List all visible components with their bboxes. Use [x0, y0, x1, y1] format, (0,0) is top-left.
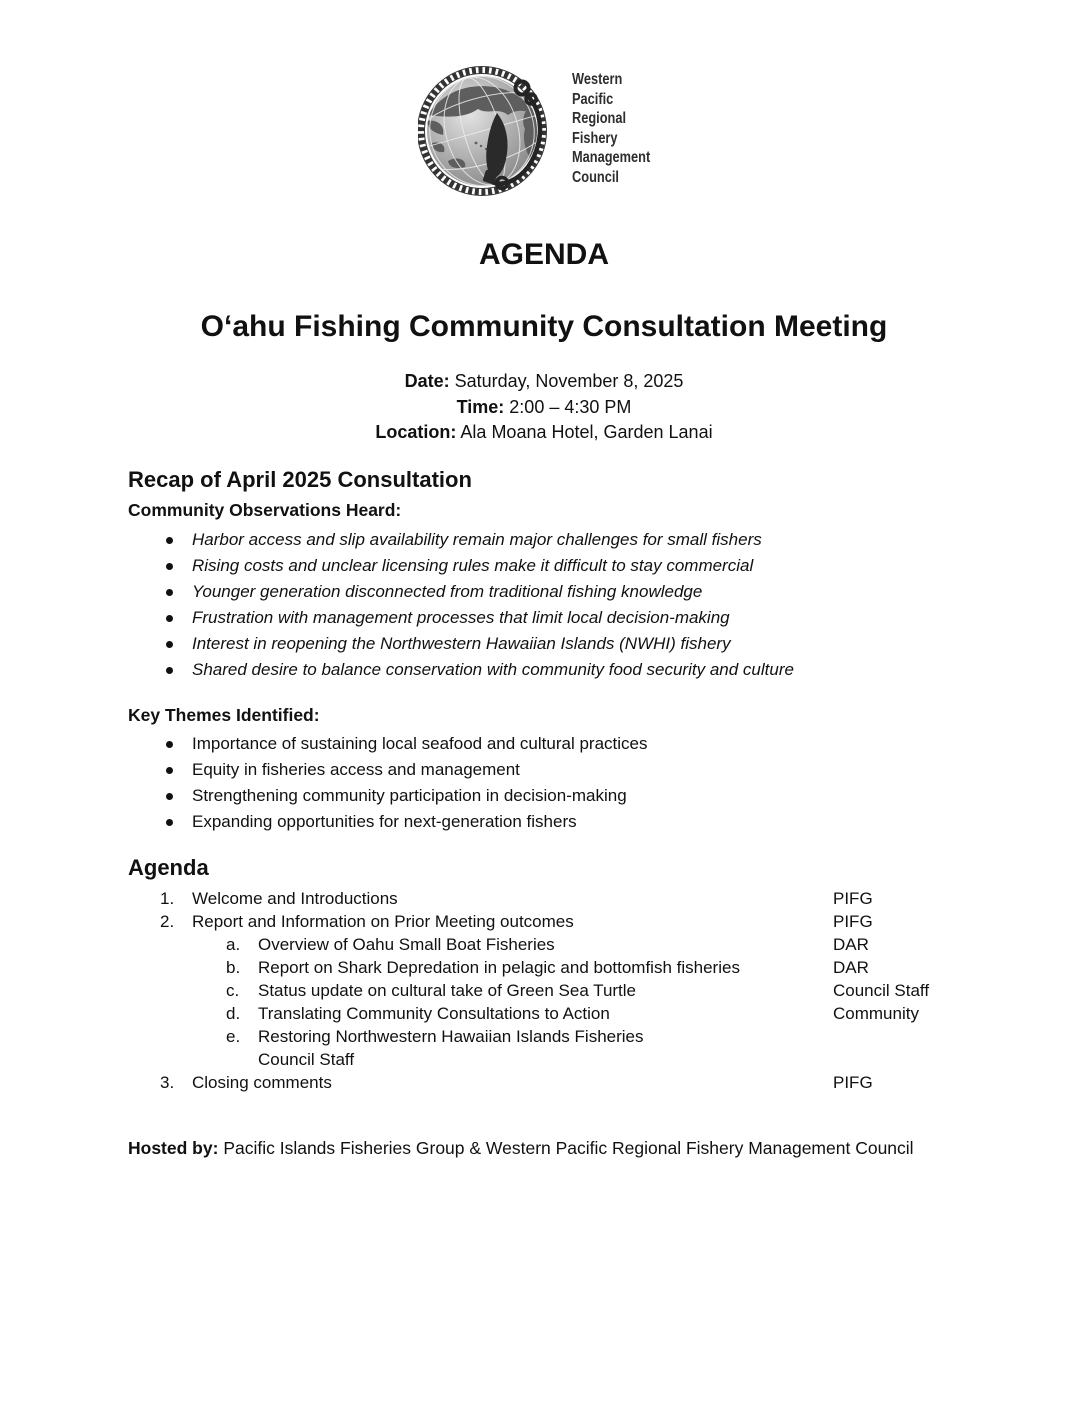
item-presenter: DAR [833, 934, 869, 954]
recap-heading: Recap of April 2025 Consultation [128, 466, 472, 492]
item-marker: a. [226, 934, 241, 954]
agenda-subitem [128, 1025, 960, 1048]
agenda-subitem [128, 933, 960, 956]
logo-org-line: Western [572, 71, 623, 88]
meta-location-label: Location: [375, 422, 457, 442]
item-marker: 2. [160, 911, 175, 931]
logo-org-line: Regional [572, 110, 627, 127]
list-item: Shared desire to balance conservation with community food security and culture [128, 657, 960, 683]
list-item: Rising costs and unclear licensing rules make it difficult to stay commercial [128, 553, 960, 579]
item-presenter: PIFG [833, 888, 873, 908]
item-marker: 3. [160, 1072, 175, 1092]
item-marker: e. [226, 1026, 241, 1046]
meta-date [128, 369, 960, 395]
logo-org-line: Council [572, 168, 620, 186]
list-item: Strengthening community participation in decision-making [128, 783, 960, 809]
meta-date-value: Saturday, November 8, 2025 [454, 371, 684, 391]
item-presenter: Council Staff [833, 980, 930, 1000]
doc-type-heading: AGENDA [478, 238, 609, 271]
agenda-subitem [128, 979, 960, 1002]
item-text-line2: Council Staff [258, 1049, 355, 1069]
agenda-heading: Agenda [128, 854, 209, 880]
item-text: Status update on cultural take of Green Sea Turtle [258, 980, 637, 1000]
item-marker: b. [226, 957, 241, 977]
item-text: Restoring Northwestern Hawaiian Islands Fisheries [258, 1026, 644, 1046]
agenda-subitem-continuation [128, 1048, 960, 1071]
list-item: Younger generation disconnected from traditional fishing knowledge [128, 579, 960, 605]
hosted-by [128, 1135, 960, 1162]
meta-date-label: Date: [404, 371, 450, 391]
item-marker: c. [226, 980, 240, 1000]
agenda-item [128, 910, 960, 933]
item-presenter: Community [833, 1003, 919, 1023]
agenda-item [128, 887, 960, 910]
item-text: Closing comments [192, 1072, 332, 1092]
meta-time-value: 2:00 – 4:30 PM [509, 396, 632, 417]
item-text: Report and Information on Prior Meeting outcomes [192, 911, 574, 931]
observations-list [128, 527, 960, 683]
hosted-by-text: Pacific Islands Fisheries Group & Western Pacific Regional Fishery Management Council [223, 1137, 914, 1158]
meta-location-value: Ala Moana Hotel, Garden Lanai [460, 422, 713, 442]
item-text: Report on Shark Depredation in pelagic and bottomfish fisheries [258, 957, 740, 977]
agenda-subitem [128, 956, 960, 979]
list-item: Harbor access and slip availability remain major challenges for small fishers [128, 527, 960, 553]
agenda-item [128, 1071, 960, 1094]
agenda-list [128, 887, 960, 1094]
item-text: Translating Community Consultations to Action [258, 1003, 610, 1023]
meta-location [128, 420, 960, 446]
meeting-meta [128, 369, 960, 446]
themes-heading: Key Themes Identified: [128, 704, 320, 725]
logo-org-line: Pacific [572, 90, 614, 108]
page-title: O‘ahu Fishing Community Consultation Meeting [200, 310, 888, 343]
item-presenter: PIFG [833, 911, 873, 931]
item-text: Overview of Oahu Small Boat Fisheries [258, 934, 555, 954]
logo-org-name [572, 63, 650, 187]
item-marker: d. [226, 1003, 241, 1023]
item-marker: 1. [160, 888, 175, 908]
logo-header [128, 63, 960, 199]
list-item: Importance of sustaining local seafood and cultural practices [128, 731, 960, 757]
hosted-by-label: Hosted by: [128, 1137, 219, 1158]
logo-org-line: Management [572, 149, 651, 166]
globe-fishhook-logo-icon [418, 63, 560, 199]
logo-org-line: Fishery [572, 129, 618, 147]
item-presenter: PIFG [833, 1072, 873, 1092]
observations-heading: Community Observations Heard: [128, 499, 402, 520]
item-text: Welcome and Introductions [192, 888, 398, 908]
meta-time-label: Time: [456, 396, 505, 417]
list-item: Frustration with management processes that limit local decision-making [128, 605, 960, 631]
list-item: Interest in reopening the Northwestern Hawaiian Islands (NWHI) fishery [128, 631, 960, 657]
list-item: Equity in fisheries access and management [128, 757, 960, 783]
item-presenter: DAR [833, 957, 869, 977]
themes-list [128, 731, 960, 835]
agenda-subitem [128, 1002, 960, 1025]
list-item: Expanding opportunities for next-generation fishers [128, 809, 960, 835]
meta-time [128, 395, 960, 421]
